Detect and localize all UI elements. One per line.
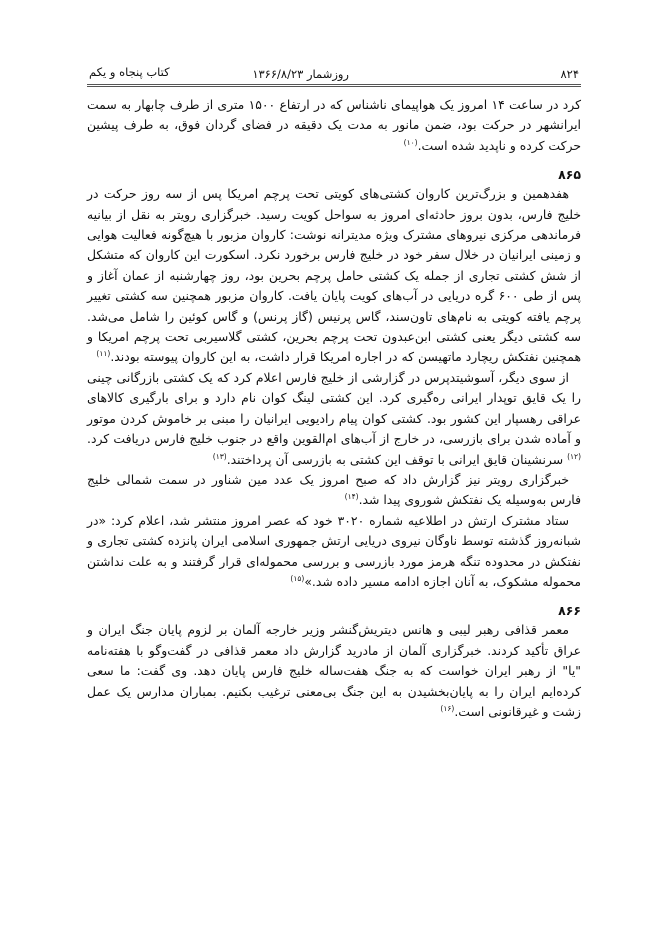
footnote-ref: (۱۱) xyxy=(96,349,111,359)
paragraph: از سوی دیگر، آسوشیتدپرس در گزارشی از خلیج فارس اعلام کرد که یک کشتی بازرگانی چینی را یک قایق توپدار ایرانی ره‌گیری کرد. این کشتی لینگ کوان نام دارد و برای بارگیری کالاهای عراقی رهسپار این کشور بود. کشتی کوان پیام رادیویی ایرانیان را مبنی بر خاموش کردن موتور و آماده شدن برای بازرسی، در خارج از آب‌های ام‌القوین واقع در جنوب خلیج فارس دریافت کرد.$^{(۱۲)}$ سرنشینان قایق ایرانی با توقف این کشتی به بازرسی آن پرداختند.$^{(۱۳)}$ xyxy=(87,369,581,467)
paragraph: ستاد مشترک ارتش در اطلاعیه شماره ۳۰۲۰ خود که عصر امروز منتشر شد، اعلام کرد: «در شبانه‌روز گذشته توسط ناوگان نیروی دریایی ارتش جمهوری اسلامی ایران پانزده کشتی تجاری و نفتکش در محدوده تنگه هرمز مورد بازرسی و بررسی محموله‌ای قرار گرفتند و به علت نداشتن محموله مشکوک، به آنان اجازه ادامه مسیر داده شد.»$^{(۱۵)}$ xyxy=(87,512,581,589)
footnote-ref: (۱۰) xyxy=(403,137,418,147)
running-header xyxy=(87,62,581,87)
page-number: ۸۲۴ xyxy=(560,67,579,81)
footnote-ref: (۱۲) xyxy=(567,451,581,461)
document-page xyxy=(87,62,581,722)
footnote-ref: (۱۶) xyxy=(440,703,455,713)
entry-number: ۸۶۶ xyxy=(558,603,581,619)
book-title: کتاب پنجاه و یکم xyxy=(89,65,170,79)
paragraph: خبرگزاری رویتر نیز گزارش داد که صبح امروز یک عدد مین شناور در سمت شمالی خلیج فارس به‌وسیله یک نفتکش شوروی پیدا شد.$^{(۱۴)}$ xyxy=(87,471,581,508)
entry-number: ۸۶۵ xyxy=(558,167,581,183)
paragraph: هفدهمین و بزرگ‌ترین کاروان کشتی‌های کویتی تحت پرچم امریکا پس از سه روز حرکت در خلیج فارس، بدون بروز حادثه‌ای امروز به سواحل کویت رسید. خبرگزاری رویتر به نقل از بیانیه فرماندهی مرکزی نیروهای مشترک ویژه مدیترانه نوشت: کاروان مزبور با هیچ‌گونه فعالیت هوایی و زمینی ایرانیان در خلال سفر خود در خلیج فارس برخورد نکرد. اسکورت این کاروان که متشکل از شش کشتی تجاری از جمله یک کشتی حامل پرچم بحرین بود، روز چهارشنبه از عمان آغاز و پس از طی ۶۰۰ گره دریایی در آب‌های کویت پایان یافت. کاروان مزبور همچنین سه کشتی تغییر پرچم یافته کویتی به نام‌های تاون‌سند، گاس پرنیس (گاز پرنس) و گاس کوئین را شامل می‌شد. سه کشتی دیگر یعنی کشتی ابن‌عبدون تحت پرچم بحرین، کشتی گلاسیربی تحت پرچم امریکا و همچنین نفتکش ریچارد ماتهیسن که در اجاره امریکا قرار داشت، به این کاروان پیوسته بودند.$^{(۱۱)}$ xyxy=(87,186,581,365)
paragraph: معمر قذافی رهبر لیبی و هانس دیتریش‌گنشر وزیر خارجه آلمان بر لزوم پایان جنگ ایران و عراق تأکید کردند. خبرگزاری آلمان از مادرید گزارش داد معمر قذافی در گفت‌وگو با هفته‌نامه "یا" از رهبر ایران خواست که به جنگ هفت‌ساله خلیج فارس پایان دهد. وی گفت: ما سعی کرده‌ایم ایران را به پایان‌بخشیدن به این جنگ بی‌معنی ترغیب بکنیم. بمباران مدارس یک عمل زشت و غیرقانونی است.$^{(۱۶)}$ xyxy=(87,622,581,719)
footnote-ref: (۱۵) xyxy=(290,573,305,583)
footnote-ref: (۱۴) xyxy=(344,492,359,502)
continuation-paragraph: کرد در ساعت ۱۴ امروز یک هواپیمای ناشناس که در ارتفاع ۱۵۰۰ متری از طرف چابهار به سمت ایرانشهر در حرکت بود، ضمن مانور به مدت یک دقیقه در فضای گردان فوق، به طرف پیشین حرکت کرده و ناپدید شده است.$^{(۱۰)}$ xyxy=(87,97,581,153)
footnote-ref: (۱۳) xyxy=(212,451,227,461)
date-label: روزشمار ۱۳۶۶/۸/۲۳ xyxy=(252,67,349,81)
body-text xyxy=(87,95,581,722)
